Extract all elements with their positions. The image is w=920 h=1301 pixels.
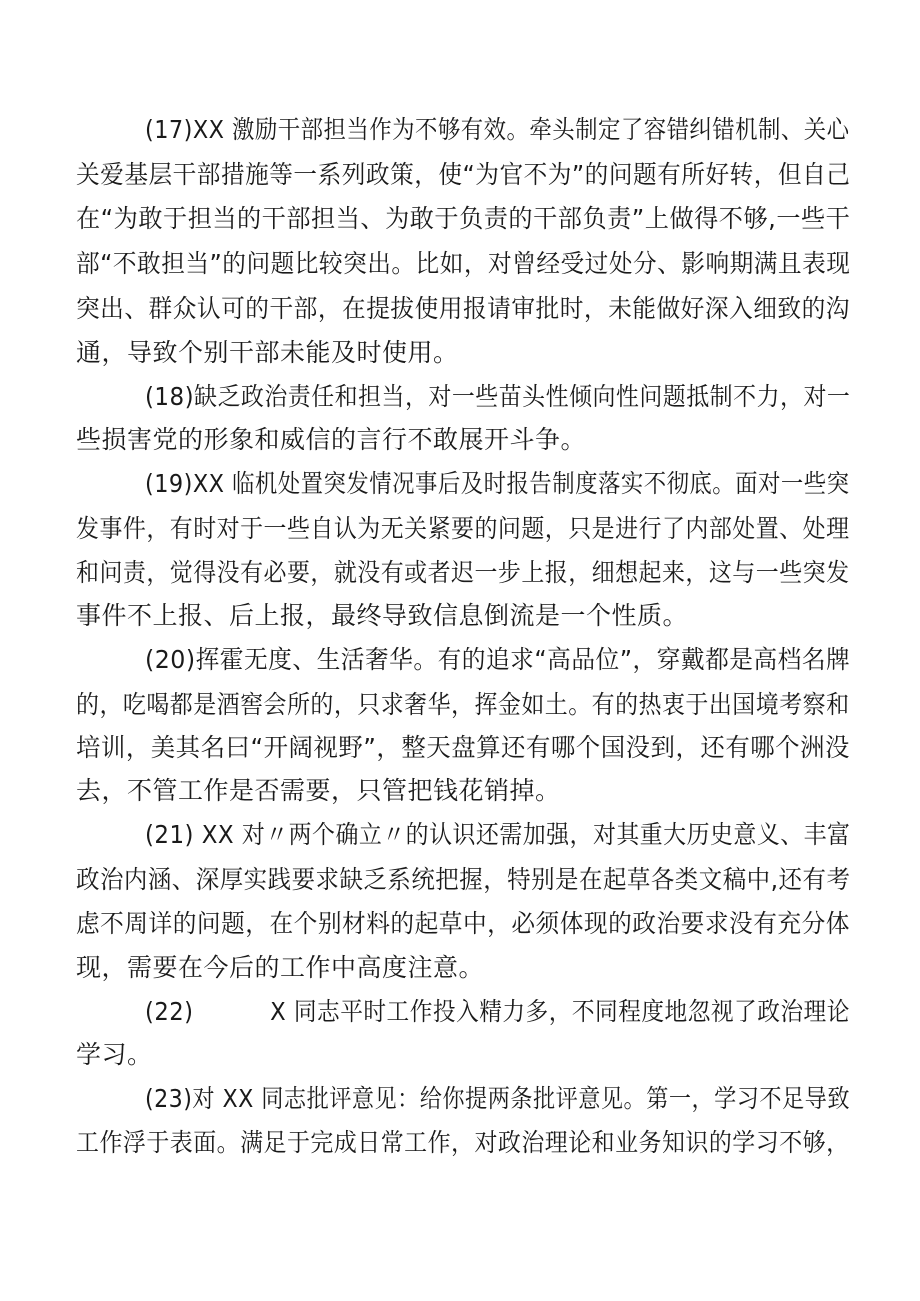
text-line: 突出、群众认可的干部，在提拔使用报请审批时，未能做好深入细致的沟 — [76, 294, 850, 323]
text-line: (18)缺乏政治责任和担当，对一些苗头性倾向性问题抵制不力，对一 — [145, 382, 851, 411]
text-line: 和问责，觉得没有必要，就没有或者迟一步上报，细想起来，这与一些突发 — [76, 558, 850, 587]
text-line: 在“为敢于担当的干部担当、为敢于负责的干部负责”上做得不够,一些干 — [76, 204, 851, 233]
text-line: 工作浮于表面。满足于完成日常工作，对政治理论和业务知识的学习不够， — [76, 1128, 850, 1157]
text-line: (22) X 同志平时工作投入精力多，不同程度地忽视了政治理论 — [145, 997, 850, 1026]
text-line: (23)对 XX 同志批评意见：给你提两条批评意见。第一，学习不足导致 — [145, 1084, 850, 1113]
text-line: (17)XX 激励干部担当作为不够有效。牵头制定了容错纠错机制、关心 — [145, 115, 850, 144]
text-line: 政治内涵、深厚实践要求缺乏系统把握，特别是在起草各类文稿中,还有考 — [76, 865, 851, 894]
text-line: 关爱基层干部措施等一系列政策，使“为官不为”的问题有所好转，但自己 — [76, 160, 851, 189]
text-line: (21) XX 对〃两个确立〃的认识还需加强，对其重大历史意义、丰富 — [145, 820, 851, 849]
text-line: 部“不敢担当”的问题比较突出。比如，对曾经受过处分、影响期满且表现 — [76, 249, 851, 278]
text-line: 发事件，有时对于一些自认为无关紧要的问题，只是进行了内部处置、处理 — [76, 514, 850, 543]
text-line: (19)XX 临机处置突发情况事后及时报告制度落实不彻底。面对一些突 — [145, 469, 850, 498]
text-line: 事件不上报、后上报，最终导致信息倒流是一个性质。 — [76, 601, 689, 630]
text-line: 的，吃喝都是酒窖会所的，只求奢华，挥金如土。有的热衷于出国境考察和 — [76, 690, 850, 719]
text-line: 虑不周详的问题，在个别材料的起草中，必须体现的政治要求没有充分体 — [76, 909, 850, 938]
text-line: 些损害党的形象和威信的言行不敢展开斗争。 — [76, 425, 587, 454]
text-line: (20)挥霍无度、生活奢华。有的追求“高品位”，穿戴都是高档名牌 — [145, 645, 851, 674]
text-line: 去，不管工作是否需要，只管把钱花销掉。 — [76, 776, 561, 805]
text-line: 通，导致个别干部未能及时使用。 — [76, 338, 459, 367]
text-line: 学习。 — [76, 1040, 153, 1069]
text-line: 培训，美其名曰“开阔视野”，整天盘算还有哪个国没到，还有哪个洲没 — [76, 733, 850, 762]
text-line: 现，需要在今后的工作中高度注意。 — [76, 953, 485, 982]
